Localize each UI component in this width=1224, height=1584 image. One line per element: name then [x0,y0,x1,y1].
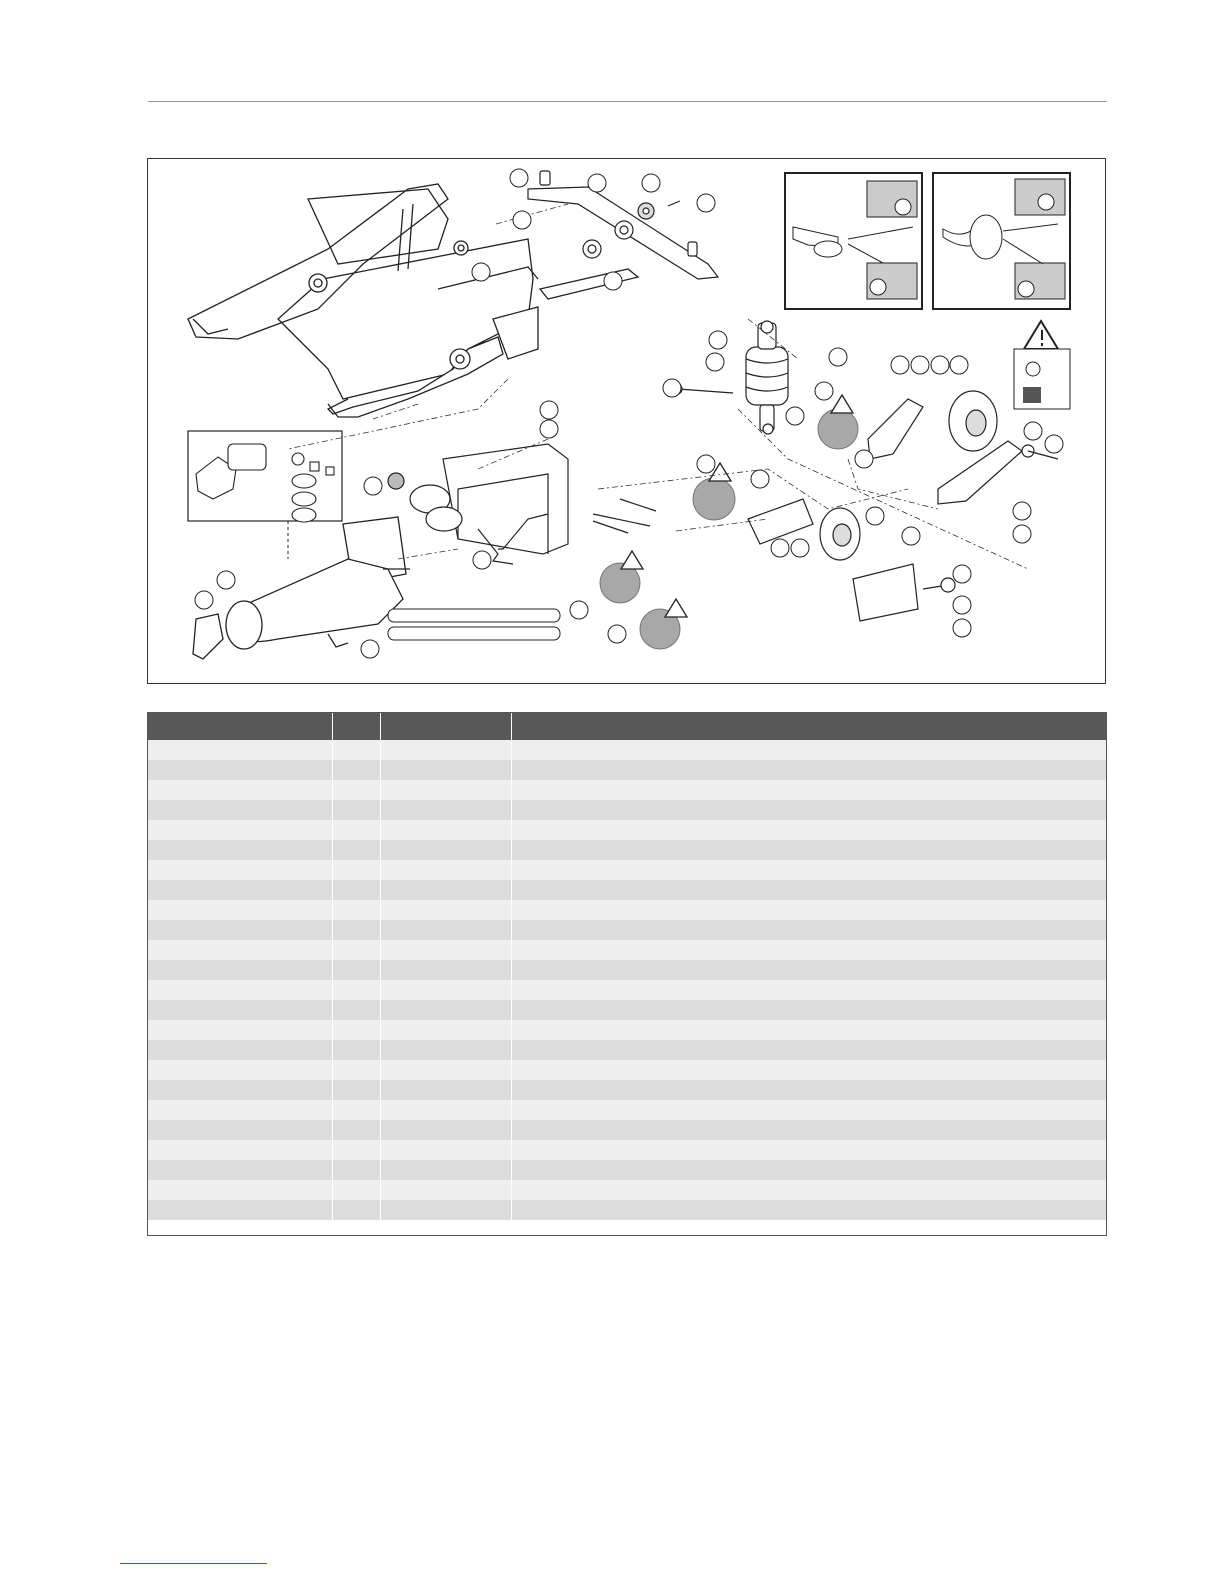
table-cell [147,1040,332,1060]
table-cell [511,960,1107,980]
table-cell [380,1120,511,1140]
table-cell [511,880,1107,900]
table-cell [511,980,1107,1000]
warning-icon-large [1014,321,1070,409]
table-cell [147,820,332,840]
table-cell [147,1120,332,1140]
table-cell [147,1140,332,1160]
table-cell [332,1200,380,1220]
table-cell [332,940,380,960]
table-cell [147,940,332,960]
shock-absorber [672,321,788,434]
table-row [147,960,1107,980]
table-cell [147,1000,332,1020]
table-cell [332,780,380,800]
table-row [147,900,1107,920]
column-header [511,712,1107,740]
table-cell [511,1160,1107,1180]
table-row [147,1180,1107,1200]
table-row [147,820,1107,840]
table-header-row [147,712,1107,740]
table-cell [380,1200,511,1220]
table-cell [147,740,332,760]
table-row [147,1120,1107,1140]
table-cell [380,960,511,980]
table-cell [332,1060,380,1080]
table-cell [147,960,332,980]
table-row [147,1100,1107,1120]
table-row [147,740,1107,760]
table-cell [511,1120,1107,1140]
table-cell [380,900,511,920]
table-cell [147,1080,332,1100]
table-row [147,880,1107,900]
table-row [147,800,1107,820]
table-cell [332,1160,380,1180]
table-cell [332,1080,380,1100]
table-cell [147,800,332,820]
table-cell [147,980,332,1000]
table-cell [332,920,380,940]
table-row [147,940,1107,960]
table-cell [511,920,1107,940]
table-cell [147,1060,332,1080]
upper-link-bar [528,171,718,279]
table-cell [332,800,380,820]
table-cell [511,820,1107,840]
table-row [147,1020,1107,1040]
table-row [147,760,1107,780]
table-cell [332,1100,380,1120]
table-cell [380,1060,511,1080]
table-cell [511,940,1107,960]
table-cell [511,860,1107,880]
table-row [147,1200,1107,1220]
table-cell [147,1100,332,1120]
table-cell [332,1000,380,1020]
warning-markers [600,409,858,649]
table-cell [147,860,332,880]
table-cell [380,820,511,840]
table-row [147,1140,1107,1160]
table-row [147,1080,1107,1100]
table-cell [380,760,511,780]
table-cell [380,940,511,960]
table-cell [380,1100,511,1120]
table-cell [147,900,332,920]
table-cell [332,880,380,900]
table-row [147,980,1107,1000]
table-cell [380,1040,511,1060]
table-cell [147,1020,332,1040]
table-row [147,1060,1107,1080]
column-header [332,712,380,740]
table-cell [380,860,511,880]
table-cell [332,740,380,760]
table-cell [332,860,380,880]
exploded-parts-diagram [147,158,1106,684]
table-cell [380,1000,511,1020]
table-cell [380,800,511,820]
table-cell [511,760,1107,780]
table-cell [511,800,1107,820]
table-cell [511,840,1107,860]
table-cell [511,1000,1107,1020]
table-cell [380,1080,511,1100]
table-cell [332,820,380,840]
parts-list-table [147,712,1107,1220]
table-cell [332,980,380,1000]
table-cell [147,880,332,900]
table-body [147,740,1107,1220]
table-cell [511,900,1107,920]
table-cell [332,760,380,780]
column-header [147,712,332,740]
table-cell [147,920,332,940]
wheel-assemblies [748,391,1058,621]
table-cell [380,980,511,1000]
actuator-bracket [388,444,656,564]
table-cell [332,1140,380,1160]
table-row [147,780,1107,800]
table-cell [511,1140,1107,1160]
table-cell [380,780,511,800]
table-cell [511,1180,1107,1200]
table-cell [511,1100,1107,1120]
table-cell [147,840,332,860]
chassis-frame [188,184,638,417]
table-cell [511,1040,1107,1060]
table-cell [380,840,511,860]
table-cell [380,880,511,900]
table-cell [380,1020,511,1040]
table-cell [147,760,332,780]
table-cell [380,920,511,940]
table-row [147,860,1107,880]
table-cell [511,1020,1107,1040]
table-row [147,1040,1107,1060]
table-cell [147,1200,332,1220]
table-cell [332,1040,380,1060]
table-cell [511,1060,1107,1080]
table-cell [380,1160,511,1180]
table-cell [380,1140,511,1160]
table-row [147,1000,1107,1020]
column-header [380,712,511,740]
table-row [147,1160,1107,1180]
table-cell [380,1180,511,1200]
table-row [147,840,1107,860]
table-row [147,920,1107,940]
table-cell [332,900,380,920]
table-cell [147,1160,332,1180]
table-cell [511,780,1107,800]
table-cell [147,1180,332,1200]
header-rule [148,101,1107,102]
table-cell [332,960,380,980]
table-cell [332,840,380,860]
table-cell [511,1080,1107,1100]
table-cell [380,740,511,760]
table-cell [147,780,332,800]
footer-link-underline[interactable] [120,1563,267,1564]
table-cell [332,1180,380,1200]
table-cell [511,740,1107,760]
table-cell [332,1120,380,1140]
table-cell [332,1020,380,1040]
table-cell [511,1200,1107,1220]
